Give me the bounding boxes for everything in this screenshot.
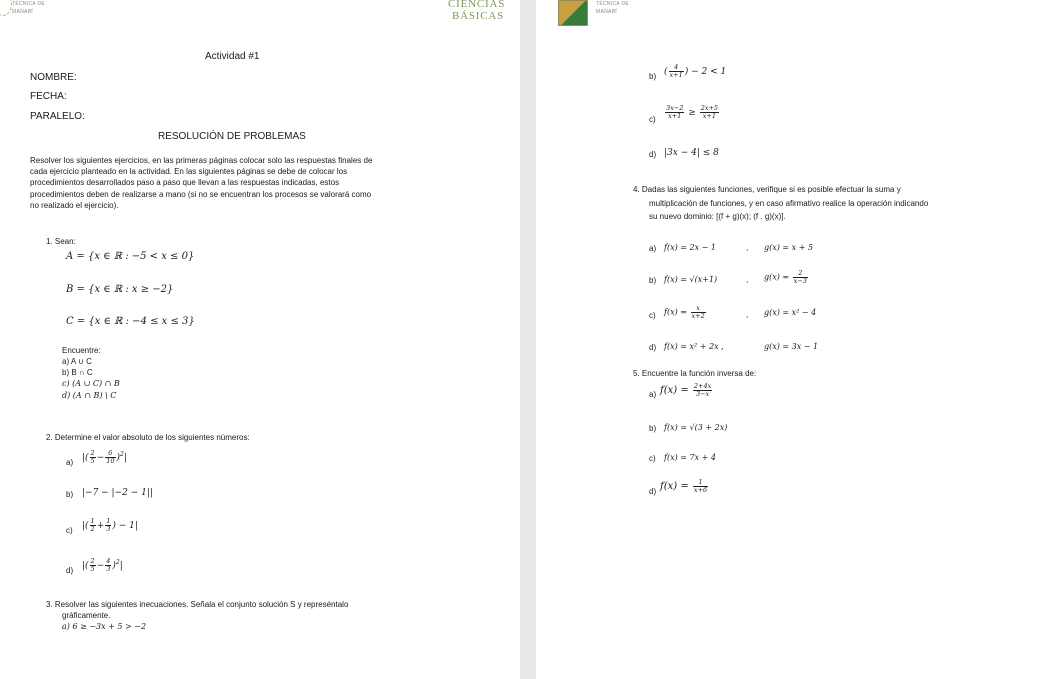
- header-school-line2: MANABÍ: [12, 9, 33, 15]
- q2-b-expression: |−7 − |−2 − 1||: [82, 488, 153, 498]
- q4-c-g: g(x) = x² − 4: [764, 308, 817, 317]
- q4-a-separator: ,: [746, 243, 749, 252]
- q5-c-expression: f(x) = 7x + 4: [664, 453, 716, 462]
- q4-b-separator: ,: [746, 275, 749, 284]
- q4-b-f: f(x) = √(x+1): [664, 275, 718, 284]
- ciencias-logo-line2: BÁSICAS: [452, 10, 505, 22]
- instructions-line-5: no realizado el ejercicio).: [30, 201, 119, 210]
- q4-d-f: f(x) = x² + 2x ,: [664, 342, 724, 351]
- q3-b-expression: ( $\frac{4}{x+1}$ ) − 2 < 1: [664, 63, 727, 79]
- instructions-line-2: cada ejercicio planteado en la actividad. En las siguientes páginas se debe de colocar los: [30, 167, 348, 176]
- q5-d-label: d): [649, 487, 657, 496]
- q3-heading-line2: gráficamente.: [62, 611, 111, 620]
- instructions-line-4: procedimientos deben de realizarse a mano (si no se encuentran los procesos se valorará como: [30, 190, 372, 199]
- q4-a-g: g(x) = x + 5: [764, 243, 814, 252]
- q1-heading: 1. Sean:: [46, 237, 76, 246]
- page-title: Actividad #1: [205, 51, 260, 62]
- q5-c-label: c): [649, 454, 656, 463]
- q2-a-label: a): [66, 458, 74, 467]
- field-fecha: FECHA:: [30, 91, 67, 102]
- q3-a: a) 6 ≥ −3x + 5 > −2: [62, 622, 147, 631]
- instructions-line-1: Resolver los siguientes ejercicios, en las primeras páginas colocar solo las respuestas finales de: [30, 156, 373, 165]
- ciencias-logo-line1: CIENCIAS: [448, 0, 506, 10]
- university-seal-icon: [0, 0, 12, 16]
- q4-c-f: f(x) = $\frac{x}{x+2}$: [664, 304, 705, 320]
- q4-d-g: g(x) = 3x − 1: [764, 342, 819, 351]
- q4-c-separator: ,: [746, 310, 749, 319]
- section-title: RESOLUCIÓN DE PROBLEMAS: [158, 131, 306, 142]
- q1-find: Encuentre:: [62, 346, 101, 355]
- q4-c-label: c): [649, 311, 656, 320]
- q1-item-d: d) (A ∩ B) \ C: [62, 391, 117, 400]
- q5-a-label: a): [649, 390, 657, 399]
- q4-heading-line3: su nuevo dominio: [(f + g)(x); (f . g)(x)].: [649, 212, 786, 221]
- q4-b-label: b): [649, 276, 657, 285]
- q4-heading-line2: multiplicación de funciones, y en caso afirmativo realice la operación indicando: [649, 199, 929, 208]
- q3-c-expression: $\frac{3x-2}{x+1}$ ≥ $\frac{2x+5}{x+1}$: [666, 104, 719, 120]
- q3-d-label: d): [649, 150, 657, 159]
- q5-d-expression: f(x) = $\frac{1}{x+6}$: [660, 478, 708, 494]
- document-page-right: [536, 0, 1037, 679]
- q2-b-label: b): [66, 490, 74, 499]
- q1-set-a: A = {x ∈ ℝ : −5 < x ≤ 0}: [66, 251, 195, 262]
- q2-c-expression: |( $\frac{1}{2}$ + $\frac{1}{3}$ ) − 1|: [82, 517, 138, 533]
- q2-c-label: c): [66, 526, 73, 535]
- header-right-school-line1: TÉCNICA DE: [596, 1, 630, 7]
- q4-a-label: a): [649, 244, 657, 253]
- university-crest-icon: [558, 0, 588, 26]
- q1-item-b: b) B ∩ C: [62, 368, 93, 377]
- q3-heading-line1: 3. Resolver las siguientes inecuaciones. Señala el conjunto solución S y represéntalo: [46, 600, 349, 609]
- q2-heading: 2. Determine el valor absoluto de los siguientes números:: [46, 433, 250, 442]
- q3-d-expression: |3x − 4| ≤ 8: [664, 148, 719, 158]
- q5-heading: 5. Encuentre la función inversa de:: [633, 369, 757, 378]
- q4-heading-line1: 4. Dadas las siguientes funciones, verifique si es posible efectuar la suma y: [633, 185, 901, 194]
- q2-d-expression: |( $\frac{2}{5}$ − $\frac{4}{3}$ )$^2$|: [82, 557, 123, 573]
- instructions-line-3: procedimientos desarrollados paso a paso que llevan a las respuestas indicadas, estos: [30, 178, 340, 187]
- q2-d-label: d): [66, 566, 74, 575]
- q4-d-label: d): [649, 343, 657, 352]
- header-right-school-line2: MANABÍ: [596, 9, 617, 15]
- field-nombre: NOMBRE:: [30, 72, 77, 83]
- q1-item-c: c) (A ∪ C) ∩ B: [62, 379, 120, 388]
- header-school-line1: TÉCNICA DE: [12, 1, 46, 7]
- q3-c-label: c): [649, 115, 656, 124]
- q4-a-f: f(x) = 2x − 1: [664, 243, 716, 252]
- q4-b-g: g(x) = $\frac{2}{x-3}$: [764, 269, 807, 285]
- q1-set-b: B = {x ∈ ℝ : x ≥ −2}: [66, 284, 174, 295]
- q3-b-label: b): [649, 72, 657, 81]
- q2-a-expression: |( $\frac{2}{5}$ − $\frac{6}{10}$ )$^2$|: [82, 449, 127, 465]
- q5-b-expression: f(x) = √(3 + 2x): [664, 423, 728, 432]
- q5-a-expression: f(x) = $\frac{2+4x}{3-x}$: [660, 382, 712, 398]
- q1-item-a: a) A ∪ C: [62, 357, 92, 366]
- q5-b-label: b): [649, 424, 657, 433]
- q1-set-c: C = {x ∈ ℝ : −4 ≤ x ≤ 3}: [66, 316, 195, 327]
- field-paralelo: PARALELO:: [30, 111, 85, 122]
